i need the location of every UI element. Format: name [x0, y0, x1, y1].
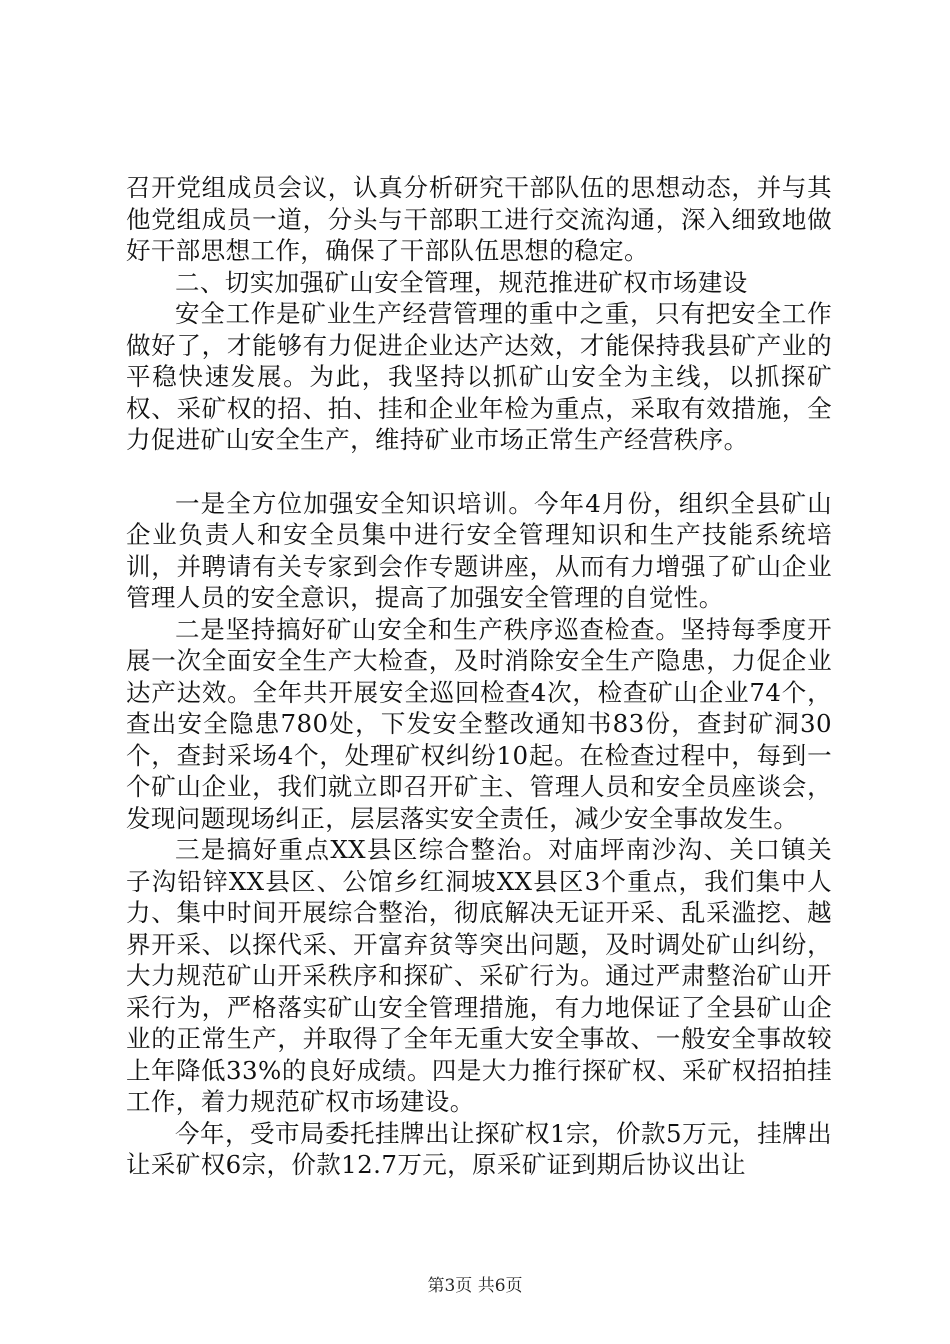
paragraph-inspection: 二是坚持搞好矿山安全和生产秩序巡查检查。坚持每季度开展一次全面安全生产大检查，及时消除安全生产隐患，力促企业达产达效。全年共开展安全巡回检查4次，检查矿山企业74个，查出安全隐患780处，下发安全整改通知书83份，查封矿洞30个，查封采场4个，处理矿权纠纷10起。在检查过程中，每到一个矿山企业，我们就立即召开矿主、管理人员和安全员座谈会，发现问题现场纠正，层层落实安全责任，减少安全事故发生。 — [126, 614, 832, 833]
paragraph-rectification: 三是搞好重点XX县区综合整治。对庙坪南沙沟、关口镇关子沟铅锌XX县区、公馆乡红洞坡XX县区3个重点，我们集中人力、集中时间开展综合整治，彻底解决无证开采、乱采滥挖、越界开采、以探代采、开富弃贫等突出问题，及时调处矿山纠纷，大力规范矿山开采秩序和探矿、采矿行为。通过严肃整治矿山开采行为，严格落实矿山安全管理措施，有力地保证了全县矿山企业的正常生产，并取得了全年无重大安全事故、一般安全事故较上年降低33%的良好成绩。四是大力推行探矿权、采矿权招拍挂工作，着力规范矿权市场建设。 — [126, 835, 832, 1116]
document-body — [126, 172, 832, 1181]
paragraph-this-year: 今年，受市局委托挂牌出让探矿权1宗，价款5万元，挂牌出让采矿权6宗，价款12.7万元，原采矿证到期后协议出让 — [126, 1118, 832, 1179]
paragraph-continued: 召开党组成员会议，认真分析研究干部队伍的思想动态，并与其他党组成员一道，分头与干部职工进行交流沟通，深入细致地做好干部思想工作，确保了干部队伍思想的稳定。 — [126, 173, 832, 265]
paragraph-training: 一是全方位加强安全知识培训。今年4月份，组织全县矿山企业负责人和安全员集中进行安全管理知识和生产技能系统培训，并聘请有关专家到会作专题讲座，从而有力增强了矿山企业管理人员的安全意识，提高了加强安全管理的自觉性。 — [126, 488, 832, 612]
section-heading: 二、切实加强矿山安全管理，规范推进矿权市场建设 — [175, 267, 748, 297]
page-number-footer: 第3页 共6页 — [427, 1276, 523, 1296]
paragraph-gap — [126, 456, 832, 488]
paragraph-safety-intro: 安全工作是矿业生产经营管理的重中之重，只有把安全工作做好了，才能够有力促进企业达产达效，才能保持我县矿产业的平稳快速发展。为此，我坚持以抓矿山安全为主线，以抓探矿权、采矿权的招、拍、挂和企业年检为重点，采取有效措施，全力促进矿山安全生产，维持矿业市场正常生产经营秩序。 — [126, 299, 832, 454]
